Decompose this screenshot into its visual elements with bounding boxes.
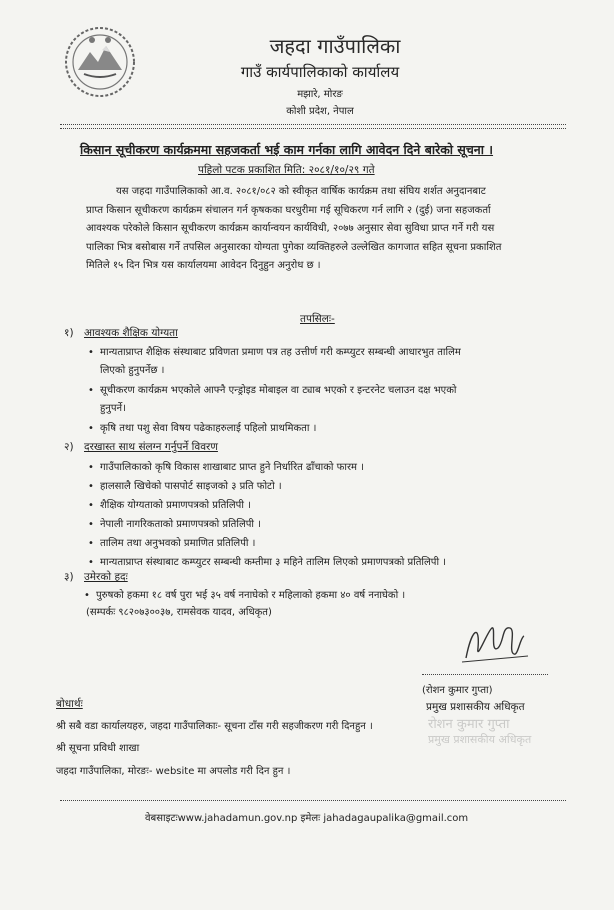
list-item: • शैक्षिक योग्यताको प्रमाणपत्रको प्रतिलिपी । — [100, 497, 566, 515]
website-link[interactable]: www.jahadamun.gov.np — [177, 813, 298, 824]
address-line-2: कोशी प्रदेश, नेपाल — [286, 106, 354, 117]
office-subtitle: गाउँ कार्यपालिकाको कार्यालय — [240, 63, 400, 81]
section-number: ३) — [64, 571, 74, 583]
bullet-icon: • — [88, 347, 94, 358]
body-line: मितिले १५ दिन भित्र यस कार्यालयमा आवेदन दिनुहुन अनुरोध छ । — [86, 260, 321, 271]
header-divider-2 — [60, 128, 566, 129]
body-line: आवश्यक परेकोले किसान सूचीकरण कार्यक्रम कार्यान्वयन कार्यविधी, २०७७ अनुसार सेवा सुविधा प्राप्त गर्ने गरी यस — [86, 223, 495, 234]
body-line: प्राप्त किसान सूचीकरण कार्यक्रम संचालन गर्न कृषकका घरधुरीमा गई सूचिकरण गर्न लागि २ (दुई) जना सहजकर्ता — [86, 204, 491, 216]
stamp-name: रोशन कुमार गुप्ता — [428, 717, 510, 732]
office-name: जहदा गाउँपालिका — [269, 34, 401, 58]
footer-divider — [60, 800, 566, 801]
email-link[interactable]: jahadagaupalika@gmail.com — [323, 813, 469, 824]
list-item: • तालिम तथा अनुभवको प्रमाणित प्रतिलिपी । — [100, 535, 566, 553]
list-item: • मान्यताप्राप्त संस्थाबाट कम्प्युटर सम्बन्धी कम्तीमा ३ महिने तालिम लिएको प्रमाणपत्रको प्रतिलिपी । — [100, 554, 566, 572]
cc-heading: बोधार्थः — [56, 698, 83, 710]
body-line: पालिका भित्र बसोबास गर्ने तपसिल अनुसारका योग्यता पुगेका व्यक्तिहरुले उल्लेखित कागजात सहित सूचना प्रकाशित — [86, 241, 502, 253]
bullet-icon: • — [88, 519, 94, 530]
section-heading: आवश्यक शैक्षिक योग्यता — [84, 327, 178, 339]
list-item: • गाउँपालिकाको कृषि विकास शाखाबाट प्राप्त हुने निर्धारित ढाँचाको फारम । — [100, 459, 566, 477]
body-line: यस जहदा गाउँपालिकाको आ.व. २०८१/०८२ को स्वीकृत वार्षिक कार्यक्रम तथा संघिय शर्शत अनुदानबाट — [116, 186, 486, 197]
list-item: • मान्यताप्राप्त शैक्षिक संस्थाबाट प्रविणता प्रमाण पत्र तह उत्तीर्ण गरी कम्प्युटर सम्बन्धी आधारभुत तालिम लिएको हुनुपर्नेछ । — [100, 344, 566, 380]
bullet-icon: • — [88, 500, 94, 511]
list-item: • पुरुषको हकमा १८ वर्ष पुरा भई ३५ वर्ष ननाघेको र महिलाको हकमा ४० वर्ष ननाघेको । — [96, 587, 566, 605]
bullet-icon: • — [88, 557, 94, 568]
list-item: • सूचीकरण कार्यक्रम भएकोले आफ्नै एन्ड्रोइड मोबाइल वा ट्याब भएको र इन्टरनेट चलाउन दक्ष भएको हुनुपर्ने। — [100, 382, 566, 418]
section-number: १) — [64, 327, 74, 339]
bullet-icon: • — [88, 385, 94, 396]
email-label: इमेलः — [300, 813, 321, 824]
section-heading: उमेरको हदः — [84, 571, 128, 583]
nepal-emblem-icon — [62, 22, 138, 102]
tapsil-heading: तपसिलः- — [300, 313, 335, 325]
list-item: • हालसालै खिचेको पासपोर्ट साइजको ३ प्रति फोटो । — [100, 478, 566, 496]
signatory-title: प्रमुख प्रशासकीय अधिकृत — [426, 701, 525, 713]
footer-contact — [145, 810, 468, 824]
cc-item: श्री सबै वडा कार्यालयहरु, जहदा गाउँपालिकाः- सूचना टाँस गरी सहजीकरण गरी दिनहुन । — [56, 721, 373, 732]
website-label: वेबसाइटः — [145, 813, 178, 824]
contact-info: (सम्पर्कः ९८२०७३००३७, रामसेवक यादव, अधिकृत) — [86, 607, 272, 618]
signature-line — [422, 674, 548, 675]
cc-item: श्री सूचना प्रविधी शाखा — [56, 743, 140, 754]
notice-body — [86, 183, 566, 276]
cc-item: जहदा गाउँपालिका, मोरङः- website मा अपलोड गरी दिन हुन । — [56, 766, 291, 777]
stamp-title: प्रमुख प्रशासकीय अधिकृत — [428, 733, 532, 746]
address-line-1: मझारे, मोरङ — [297, 89, 343, 100]
notice-title: किसान सूचीकरण कार्यक्रममा सहजकर्ता भई काम गर्नका लागि आवेदन दिने बारेको सूचना । — [80, 142, 494, 157]
bullet-icon: • — [88, 462, 94, 473]
section-heading: दरखास्त साथ संलग्न गर्नुपर्ने विवरण — [84, 441, 218, 453]
bullet-icon: • — [88, 481, 94, 492]
bullet-icon: • — [84, 590, 90, 601]
header-divider — [60, 124, 566, 125]
list-item: • नेपाली नागरिकताको प्रमाणपत्रको प्रतिलिपी । — [100, 516, 566, 534]
bullet-icon: • — [88, 538, 94, 549]
publication-date: पहिलो पटक प्रकाशित मिति: २०८१/१०/२९ गते — [198, 164, 375, 176]
section-number: २) — [64, 441, 74, 453]
signature-icon — [458, 618, 538, 668]
signatory-name: (रोशन कुमार गुप्ता) — [422, 685, 493, 696]
bullet-icon: • — [88, 423, 94, 434]
list-item: • कृषि तथा पशु सेवा विषय पढेकाहरुलाई पहिलो प्राथमिकता । — [100, 420, 566, 438]
